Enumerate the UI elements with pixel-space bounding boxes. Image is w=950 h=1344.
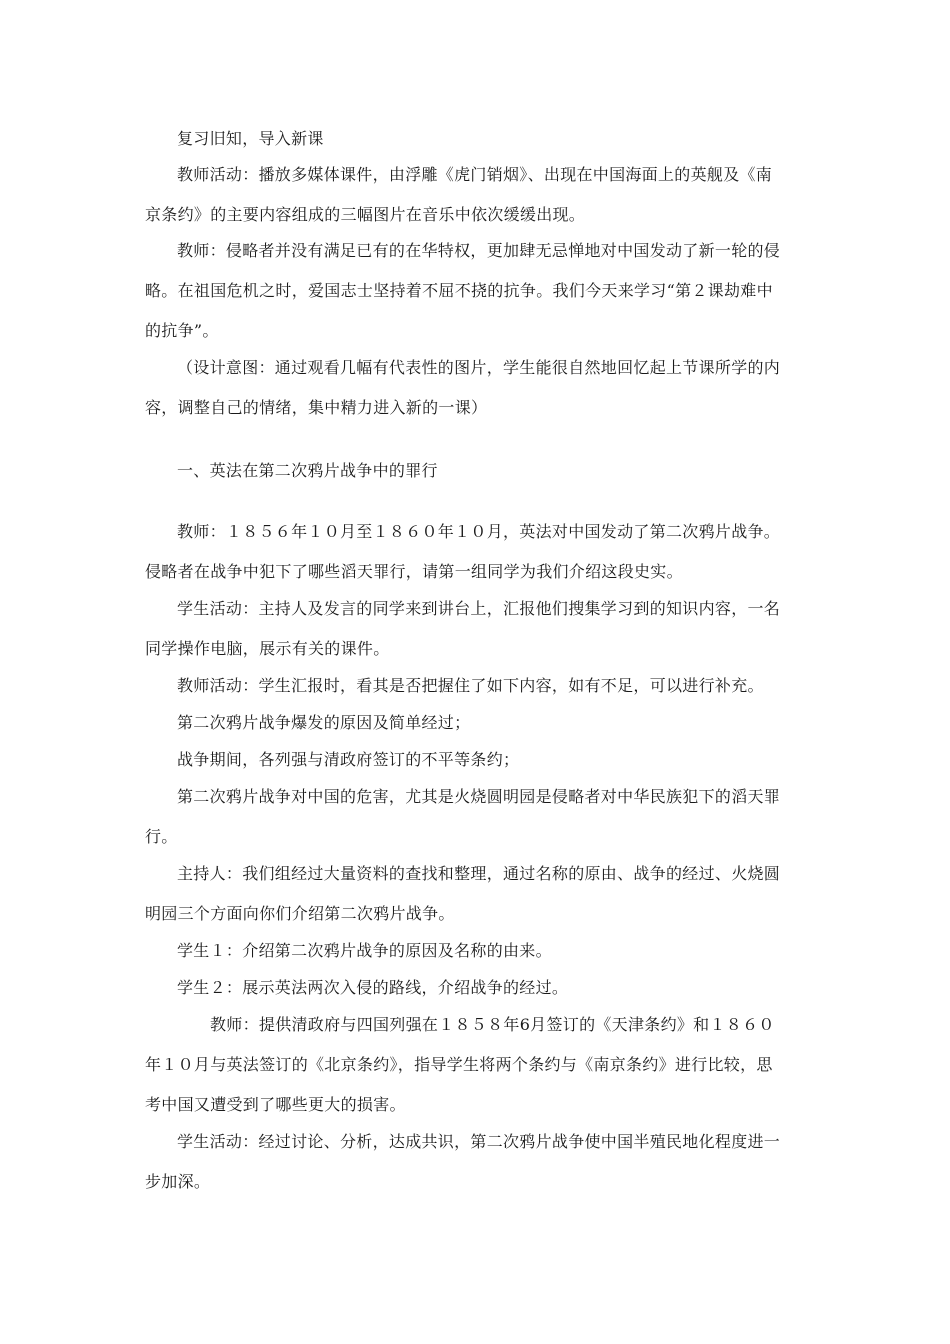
paragraph-line: 的抗争”。 [145,321,219,340]
list-item: 行。 [145,827,178,846]
paragraph-line: 教师活动：学生汇报时，看其是否把握住了如下内容，如有不足，可以进行补充。 [177,676,764,695]
paragraph-line: 侵略者在战争中犯下了哪些滔天罪行，请第一组同学为我们介绍这段史实。 [145,562,683,581]
design-intent-line: （设计意图：通过观看几幅有代表性的图片，学生能很自然地回忆起上节课所学的内 [177,358,781,377]
paragraph-line: 主持人：我们组经过大量资料的查找和整理，通过名称的原由、战争的经过、火烧圆 [177,864,781,883]
paragraph-line: 学生活动：主持人及发言的同学来到讲台上，汇报他们搜集学习到的知识内容，一名 [177,599,781,618]
paragraph-line: 略。在祖国危机之时，爱国志士坚持着不屈不挠的抗争。我们今天来学习“第２课劫难中 [145,281,773,300]
paragraph-line: 同学操作电脑，展示有关的课件。 [145,639,390,658]
list-item: 第二次鸦片战争爆发的原因及简单经过； [177,713,471,732]
paragraph-line: 学生１：介绍第二次鸦片战争的原因及名称的由来。 [177,941,552,960]
paragraph-line: 教师活动：播放多媒体课件，由浮雕《虎门销烟》、出现在中国海面上的英舰及《南 [177,165,773,184]
paragraph-line: 京条约》的主要内容组成的三幅图片在音乐中依次缓缓出现。 [145,205,586,224]
paragraph-line: 学生活动：经过讨论、分析，达成共识，第二次鸦片战争使中国半殖民地化程度进一 [177,1132,781,1151]
paragraph-line: 明园三个方面向你们介绍第二次鸦片战争。 [145,904,455,923]
paragraph-line: 步加深。 [145,1172,211,1191]
paragraph-line: 教师：侵略者并没有满足已有的在华特权，更加肆无忌惮地对中国发动了新一轮的侵 [177,241,781,260]
paragraph-line: 教师：提供清政府与四国列强在１８５８年6月签订的《天津条约》和１８６０ [210,1015,775,1034]
design-intent-line: 容，调整自己的情绪，集中精力进入新的一课） [145,398,488,417]
paragraph-line: 考中国又遭受到了哪些更大的损害。 [145,1095,406,1114]
list-item: 战争期间，各列强与清政府签订的不平等条约； [177,750,520,769]
section-heading-crimes: 一、英法在第二次鸦片战争中的罪行 [177,461,438,480]
paragraph-line: 年１０月与英法签订的《北京条约》，指导学生将两个条约与《南京条约》进行比较，思 [145,1055,773,1074]
section-heading-review: 复习旧知，导入新课 [177,129,324,148]
paragraph-line: 教师：１８５６年１０月至１８６０年１０月，英法对中国发动了第二次鸦片战争。 [177,522,781,541]
paragraph-line: 学生２：展示英法两次入侵的路线，介绍战争的经过。 [177,978,569,997]
list-item: 第二次鸦片战争对中国的危害，尤其是火烧圆明园是侵略者对中华民族犯下的滔天罪 [177,787,781,806]
